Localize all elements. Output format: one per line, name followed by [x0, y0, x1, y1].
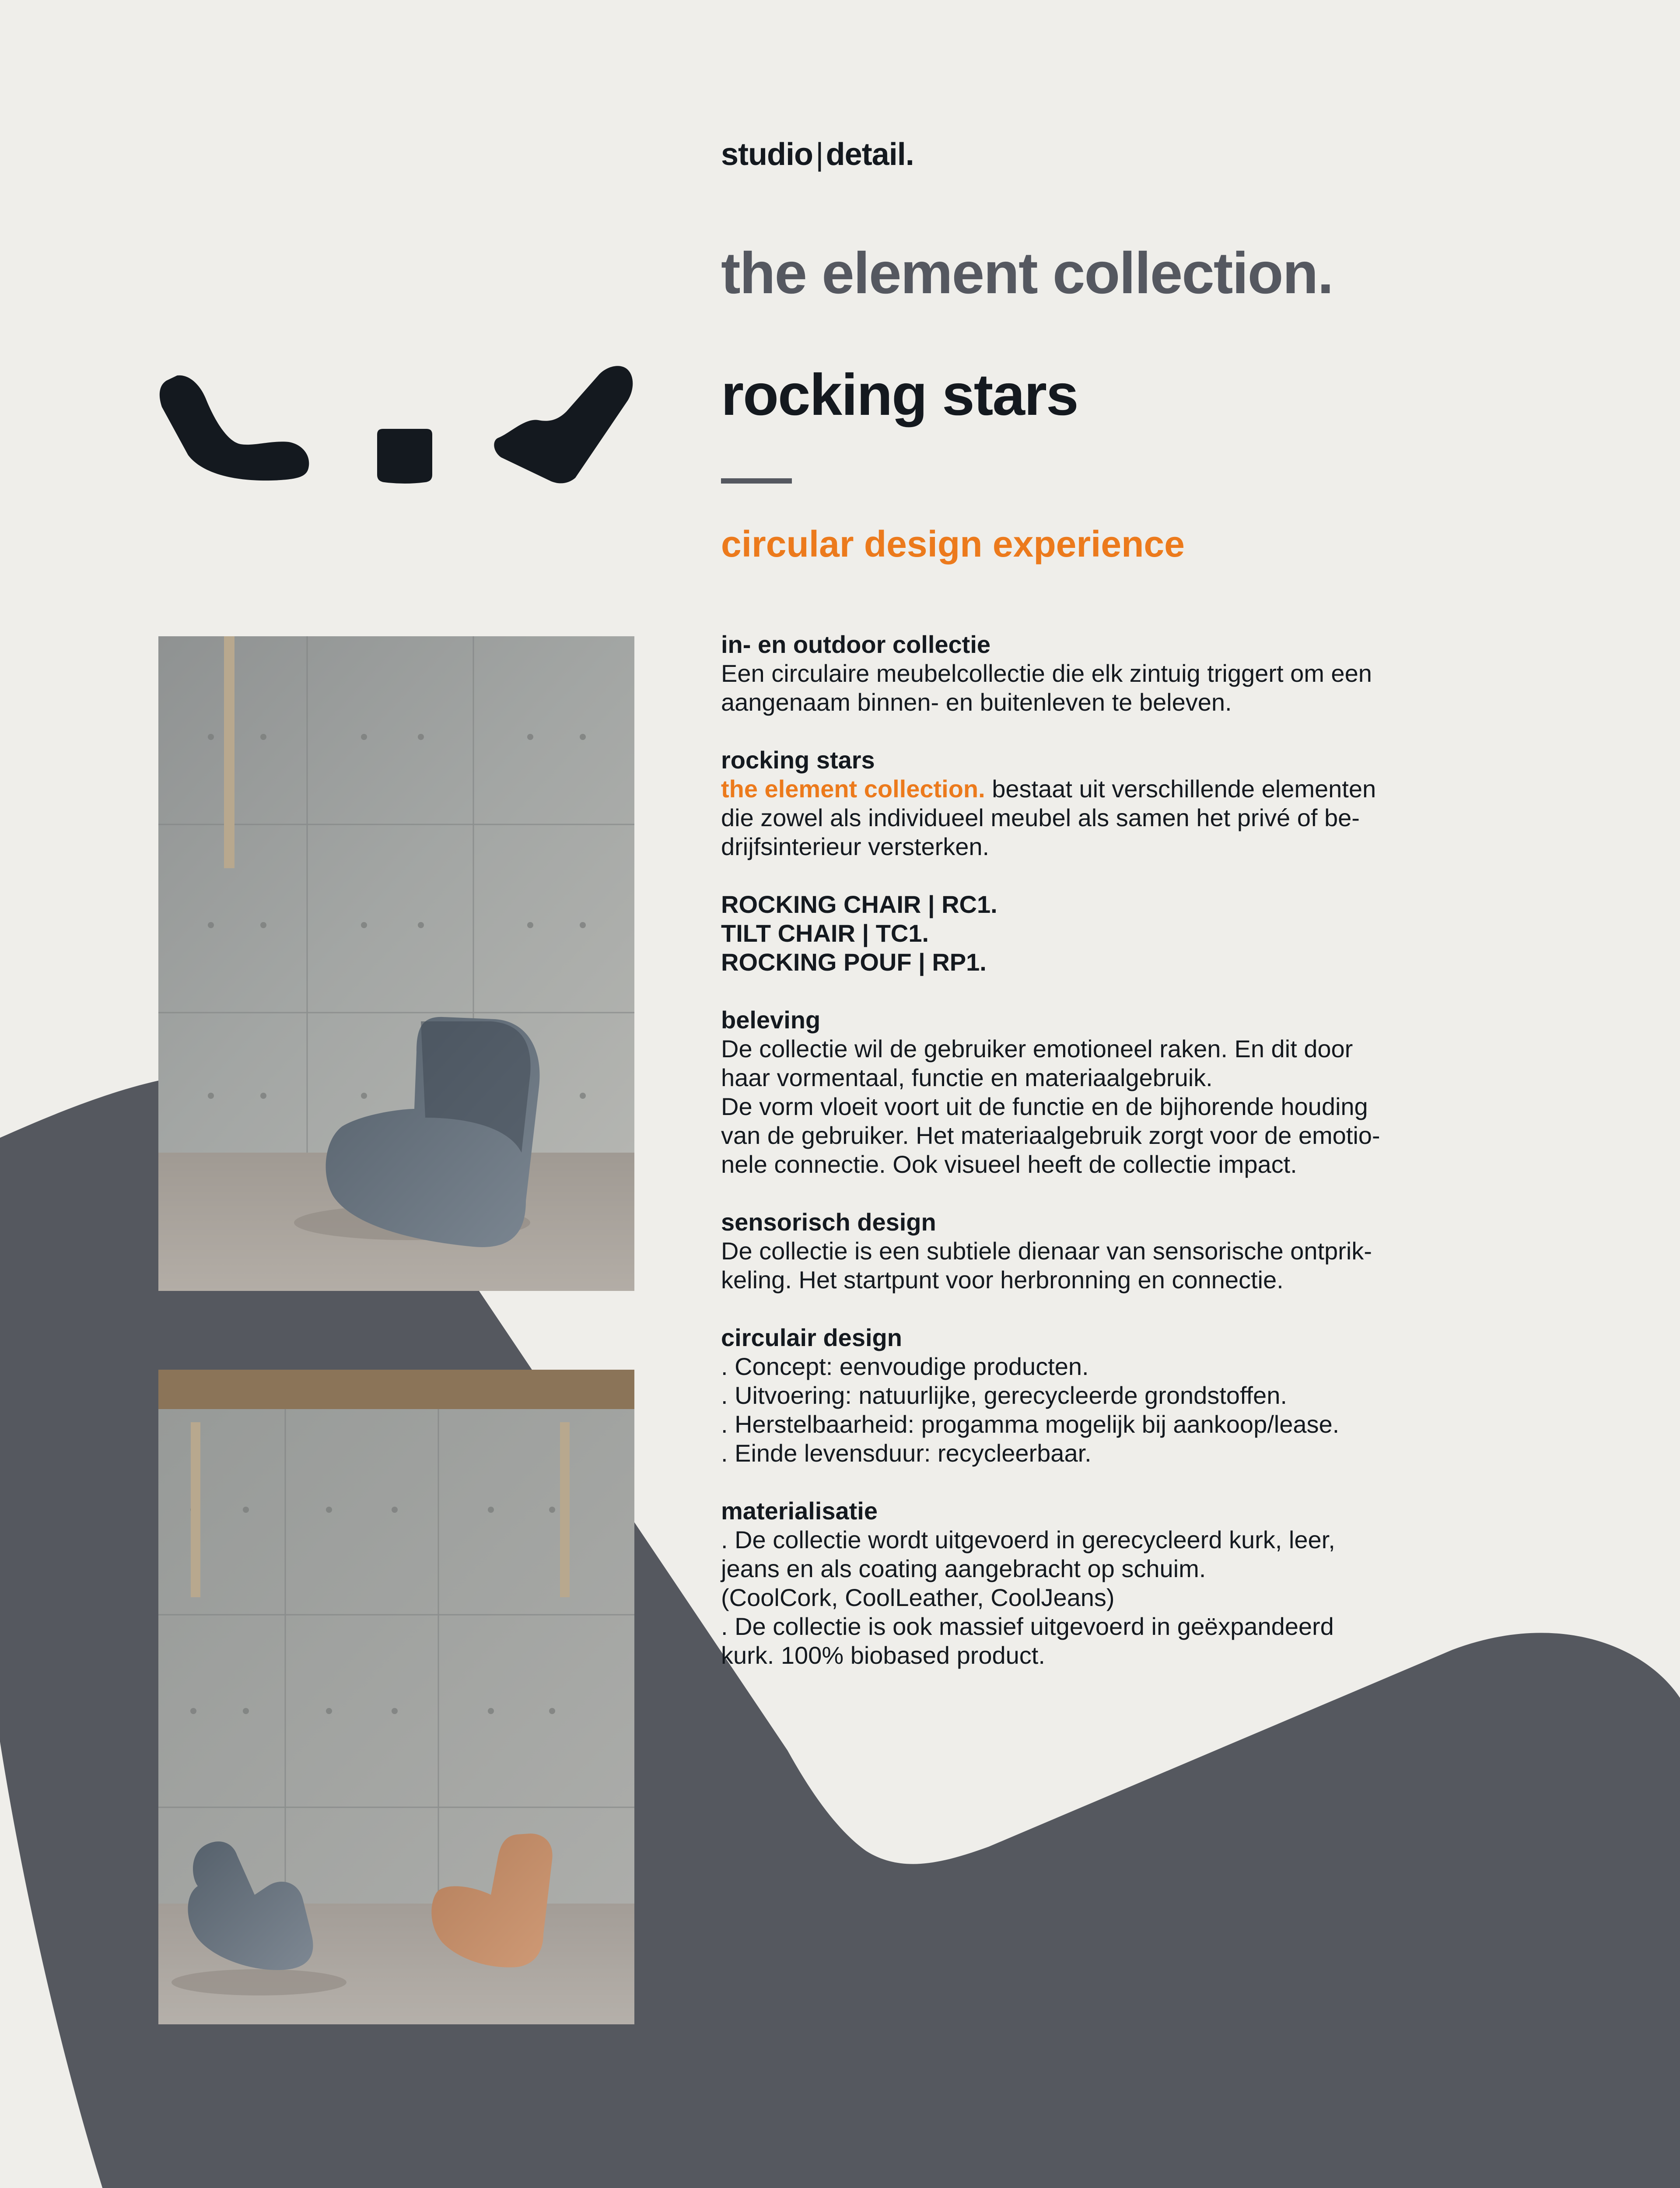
paragraph-line: van de gebruiker. Het materiaalgebruik zorgt voor de emotio- [721, 1122, 1380, 1149]
collection-logo-marks [158, 363, 639, 490]
title-divider [721, 478, 792, 484]
paragraph-line: . Herstelbaarheid: progamma mogelijk bij aankoop/lease. [721, 1410, 1340, 1438]
section-heading: sensorisch design [721, 1208, 936, 1236]
paragraph-line: haar vormentaal, functie en materiaalgebruik. [721, 1064, 1213, 1091]
paragraph-line: die zowel als individueel meubel als samen het privé of be- [721, 804, 1360, 831]
section-heading: rocking stars [721, 746, 875, 774]
paragraph-line [721, 775, 1430, 803]
paragraph-line: jeans en als coating aangebracht op schuim. [721, 1555, 1206, 1582]
paragraph-line: keling. Het startpunt voor herbronning en connectie. [721, 1266, 1284, 1294]
paragraph-line: (CoolCork, CoolLeather, CoolJeans) [721, 1584, 1115, 1611]
section-beleving [721, 1006, 1430, 1179]
photo-two-chairs [158, 1370, 634, 2024]
paragraph-line: . De collectie is ook massief uitgevoerd in geëxpandeerd [721, 1613, 1334, 1640]
paragraph-line: drijfsinterieur versterken. [721, 833, 990, 860]
tilt-chair-silhouette-icon [494, 366, 633, 483]
paragraph-line: . De collectie wordt uitgevoerd in gerecycleerd kurk, leer, [721, 1526, 1335, 1553]
section-products [721, 890, 1430, 977]
paragraph-line: aangenaam binnen- en buitenleven te beleven. [721, 688, 1232, 716]
brand-name-right: detail. [826, 137, 914, 172]
pouf-silhouette-icon [377, 429, 432, 484]
section-heading: in- en outdoor collectie [721, 631, 991, 658]
rocking-chair-silhouette-icon [160, 375, 309, 480]
brand-name-left: studio [721, 137, 813, 172]
brand-separator: | [815, 137, 823, 172]
collection-title: the element collection. [721, 241, 1333, 306]
paragraph-line: . Uitvoering: natuurlijke, gerecycleerde grondstoffen. [721, 1382, 1287, 1409]
section-sensorisch-design [721, 1208, 1430, 1294]
body-text [721, 630, 1430, 1699]
section-heading: beleving [721, 1006, 821, 1034]
paragraph-line: De collectie is een subtiele dienaar van sensorische ontprik- [721, 1237, 1372, 1265]
paragraph-line: kurk. 100% biobased product. [721, 1641, 1045, 1669]
paragraph-line: . Einde levensduur: recycleerbaar. [721, 1439, 1092, 1467]
section-circulair-design [721, 1323, 1430, 1468]
section-rocking-stars [721, 746, 1430, 861]
collection-name-highlight: the element collection. [721, 775, 985, 803]
paragraph-line: De collectie wil de gebruiker emotioneel raken. En dit door [721, 1035, 1353, 1062]
product-item-tc1: TILT CHAIR | TC1. [721, 919, 929, 947]
section-heading: materialisatie [721, 1497, 878, 1525]
product-title: rocking stars [721, 362, 1078, 428]
photo-rocking-chair [158, 636, 634, 1291]
section-heading: circulair design [721, 1324, 902, 1351]
brand-logo [721, 137, 914, 172]
product-item-rp1: ROCKING POUF | RP1. [721, 948, 987, 976]
paragraph-line: Een circulaire meubelcollectie die elk zintuig triggert om een [721, 659, 1372, 687]
paragraph-line: . Concept: eenvoudige producten. [721, 1353, 1089, 1380]
tagline: circular design experience [721, 523, 1185, 565]
paragraph-line: De vorm vloeit voort uit de functie en de bijhorende houding [721, 1093, 1368, 1120]
section-in-outdoor [721, 630, 1430, 717]
product-item-rc1: ROCKING CHAIR | RC1. [721, 891, 998, 918]
paragraph-line: nele connectie. Ook visueel heeft de collectie impact. [721, 1150, 1297, 1178]
section-materialisatie [721, 1497, 1430, 1670]
paragraph-text: bestaat uit verschillende elementen [985, 775, 1376, 803]
